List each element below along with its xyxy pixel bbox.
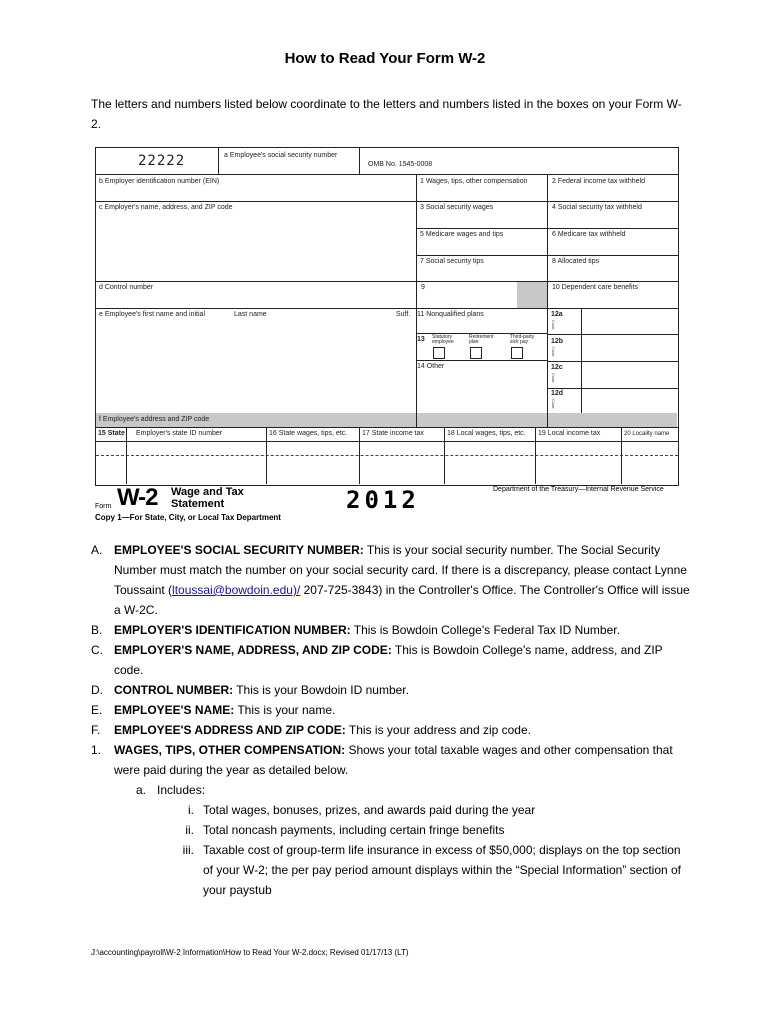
code-12d: Code [551,399,556,409]
box-5-label: 5 Medicare wages and tips [420,231,504,238]
copy-label: Copy 1—For State, City, or Local Tax Department [95,513,281,522]
thirdparty-label: Third-party sick pay [510,334,535,345]
intro-paragraph: The letters and numbers listed below coordinate to the letters and numbers listed in the boxes on your Form W-2. [91,97,682,131]
list-subitem: a. Includes: [136,783,206,797]
box-20-label: 20 Locality name [624,431,670,437]
wage-tax-statement: Wage and Tax Statement [171,486,244,510]
box-b-label: b Employer identification number (EIN) [99,178,220,185]
box-4-label: 4 Social security tax withheld [552,204,642,211]
box-7-label: 7 Social security tips [420,258,484,265]
email-link[interactable]: ltoussai@bowdoin.edu)/ [172,583,301,597]
box-15b-label: Employer's state ID number [136,430,223,437]
box-19-label: 19 Local income tax [538,430,601,437]
explanation-list [91,540,691,900]
box-2-label: 2 Federal income tax withheld [552,178,645,185]
box-12b-label: 12b [551,338,564,345]
file-path-footer: J:\accounting\payroll\W-2 Information\How to Read Your W-2.docx; Revised 01/17/13 (LT) [91,948,409,957]
form-word: Form [95,503,112,510]
box-f-label: f Employee's address and ZIP code [99,416,210,423]
box-14-label: 14 Other [417,363,445,370]
form-code: 22222 [138,153,186,169]
w2-logo: W-2 [117,484,158,511]
box-8-label: 8 Allocated tips [552,258,600,265]
list-item: A. EMPLOYEE'S SOCIAL SECURITY NUMBER: This is your social security number. The Social Security Number must match the number on your social security card. If there is a discrepancy, please contact Lynne Toussaint (ltoussai@bowdoin.edu)/ 207-725-3843) in the Controller's Office. The Controller's Office will issue a W-2C. [91,543,690,617]
list-item: 1. WAGES, TIPS, OTHER COMPENSATION: Shows your total taxable wages and other compensation that were paid during the year as detailed below. [91,743,673,777]
code-12a: Code [551,320,556,330]
tax-year: 2012 [346,486,420,514]
box-c-label: c Employer's name, address, and ZIP code [99,204,233,211]
page-title: How to Read Your Form W-2 [284,50,486,67]
code-12c: Code [551,373,556,383]
box-6-label: 6 Medicare tax withheld [552,231,626,238]
statutory-checkbox[interactable] [433,347,445,359]
thirdparty-checkbox[interactable] [511,347,523,359]
box-15-label: 15 State [98,430,125,437]
box-10-label: 10 Dependent care benefits [552,284,639,291]
box-1-label: 1 Wages, tips, other compensation [420,178,528,185]
box-a-label: a Employee's social security number [224,152,338,159]
box-d-label: d Control number [99,284,154,291]
statutory-label: Statutory employee [432,334,454,345]
list-item: C. EMPLOYER'S NAME, ADDRESS, AND ZIP CODE: This is Bowdoin College's name, address, and ZIP code. [91,643,663,677]
list-subsubitem: i. Total wages, bonuses, prizes, and awards paid during the year [188,803,536,817]
omb-number: OMB No. 1545-0008 [368,161,433,168]
box-18-label: 18 Local wages, tips, etc. [447,430,526,437]
list-item: B. EMPLOYER'S IDENTIFICATION NUMBER: This is Bowdoin College's Federal Tax ID Number. [91,623,620,637]
w2-form [95,147,679,486]
dept-treasury: Department of the Treasury—Internal Revenue Service [493,486,664,493]
list-subsubitem: ii. Total noncash payments, including certain fringe benefits [185,823,505,837]
box-e-label: e Employee's first name and initial [99,311,205,318]
box-e-last: Last name [234,311,267,318]
box-13-label: 13 [417,336,425,343]
list-item: D. CONTROL NUMBER: This is your Bowdoin ID number. [91,683,409,697]
box-17-label: 17 State income tax [362,430,424,437]
box-12d-label: 12d [551,390,564,397]
box-12a-label: 12a [551,311,563,318]
box-9-label: 9 [421,284,425,291]
code-12b: Code [551,347,556,357]
list-subsubitem: iii. Taxable cost of group-term life insurance in excess of $50,000; displays on the top section of your W-2; the per pay period amount displays within the “Special Information” section of your paystub [182,843,682,897]
box-16-label: 16 State wages, tips, etc. [269,430,348,437]
box-3-label: 3 Social security wages [420,204,494,211]
box-e-suff: Suff. [396,311,411,318]
retirement-checkbox[interactable] [470,347,482,359]
retirement-label: Retirement plan [469,334,494,345]
box-12c-label: 12c [551,364,563,371]
list-item: F. EMPLOYEE'S ADDRESS AND ZIP CODE: This is your address and zip code. [91,723,531,737]
box-11-label: 11 Nonqualified plans [417,311,484,318]
list-item: E. EMPLOYEE'S NAME: This is your name. [91,703,336,717]
